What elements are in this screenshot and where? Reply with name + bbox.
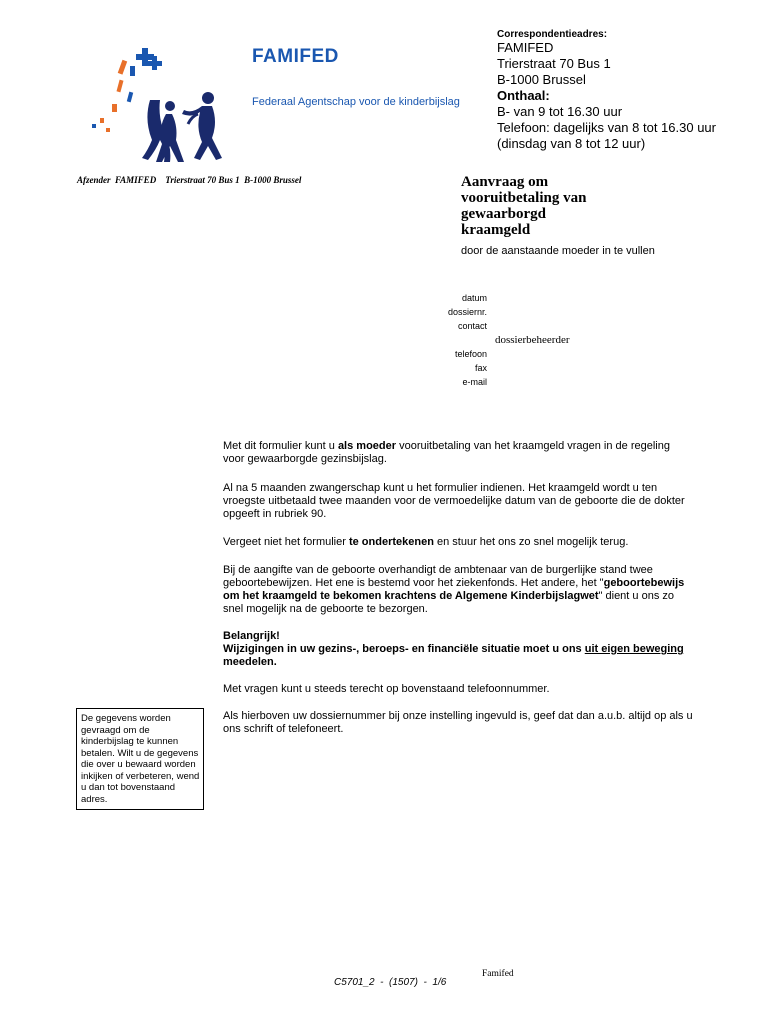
- correspondence-heading: Correspondentieadres:: [497, 29, 608, 40]
- address-line: Trierstraat 70 Bus 1: [497, 56, 611, 71]
- contact-label: contact: [457, 321, 487, 331]
- brand-name: FAMIFED: [252, 46, 339, 67]
- footer-org: Famifed: [482, 969, 514, 979]
- text: " dient u ons zo snel mogelijk na de geboorte te bezorgen.: [223, 590, 674, 615]
- file-number-label: dossiernr.: [447, 307, 487, 317]
- timing-paragraph: Al na 5 maanden zwangerschap kunt u het formulier indienen. Het kraamgeld wordt u ten vroegste uitbetaald twee maanden voor de vermoedelijke datum van de geboorte die de dokter opgeeft in rubriek 90.: [223, 482, 685, 520]
- address-line: B- van 9 tot 16.30 uur: [497, 104, 623, 119]
- reception-heading: Onthaal:: [497, 88, 550, 103]
- sign-paragraph: [223, 536, 693, 549]
- file-number-paragraph: Als hierboven uw dossiernummer bij onze instelling ingevuld is, geef dat dan a.u.b. altijd op als u ons schrift of telefoneert.: [223, 710, 693, 735]
- sender-line: Afzender FAMIFED Trierstraat 70 Bus 1 B-1000 Brussel: [77, 175, 302, 185]
- emphasis: meedelen.: [223, 656, 277, 668]
- email-label: e-mail: [462, 377, 487, 387]
- text: en stuur het ons zo snel mogelijk terug.: [433, 536, 629, 548]
- intro-paragraph: [223, 440, 693, 466]
- address-line: B-1000 Brussel: [497, 72, 586, 87]
- questions-paragraph: Met vragen kunt u steeds terecht op bovenstaand telefoonnummer.: [223, 683, 550, 695]
- phone-hours: Telefoon: dagelijks van 8 tot 16.30 uur: [497, 120, 716, 135]
- form-subtitle: door de aanstaande moeder in te vullen: [461, 245, 655, 257]
- text: vooruitbetaling van het kraamgeld vragen in de regeling voor gewaarborgde gezinsbijslag.: [223, 440, 670, 465]
- emphasis: te ondertekenen: [348, 536, 434, 548]
- text: Bij de aangifte van de geboorte overhandigt de ambtenaar van de burgerlijke stand twee geboortebewijzen. Het ene is bestemd voor het ziekenfonds. Het andere, het ": [223, 564, 653, 589]
- text: Vergeet niet het formulier: [223, 536, 349, 548]
- title-line: gewaarborgd: [461, 206, 546, 222]
- fax-label: fax: [474, 363, 487, 373]
- birth-certificate-paragraph: [223, 564, 693, 616]
- emphasis: Wijzigingen in uw gezins-, beroeps- en financiële situatie moet u ons: [223, 643, 585, 655]
- text: Met dit formulier kunt u: [223, 440, 338, 452]
- important-paragraph: [223, 630, 693, 669]
- emphasis: geboortebewijs om het kraamgeld te bekomen krachtens de Algemene Kinderbijslagwet: [223, 577, 685, 602]
- form-code: C5701_2 - (1507) - 1/6: [334, 977, 447, 988]
- date-label: datum: [461, 293, 487, 303]
- phone-hours-tuesday: (dinsdag van 8 tot 12 uur): [497, 136, 646, 151]
- emphasis: als moeder: [337, 440, 397, 452]
- contact-value: dossierbeheerder: [495, 334, 570, 346]
- title-line: vooruitbetaling van: [461, 190, 587, 206]
- privacy-note: De gegevens worden gevraagd om de kinderbijslag te kunnen betalen. Wilt u de gegevens die over u bewaard worden inkijken of verbeteren, wend u dan tot bovenstaand adres.: [76, 708, 204, 810]
- phone-label: telefoon: [454, 349, 487, 359]
- title-line: kraamgeld: [461, 222, 531, 238]
- title-line: Aanvraag om: [461, 174, 549, 190]
- agency-name: Federaal Agentschap voor de kinderbijslag: [252, 96, 460, 108]
- underlined-emphasis: uit eigen beweging: [584, 643, 684, 655]
- famifed-logo-icon: [80, 40, 230, 170]
- form-title: [461, 174, 631, 238]
- address-line: FAMIFED: [497, 40, 554, 55]
- important-heading: Belangrijk!: [223, 630, 280, 642]
